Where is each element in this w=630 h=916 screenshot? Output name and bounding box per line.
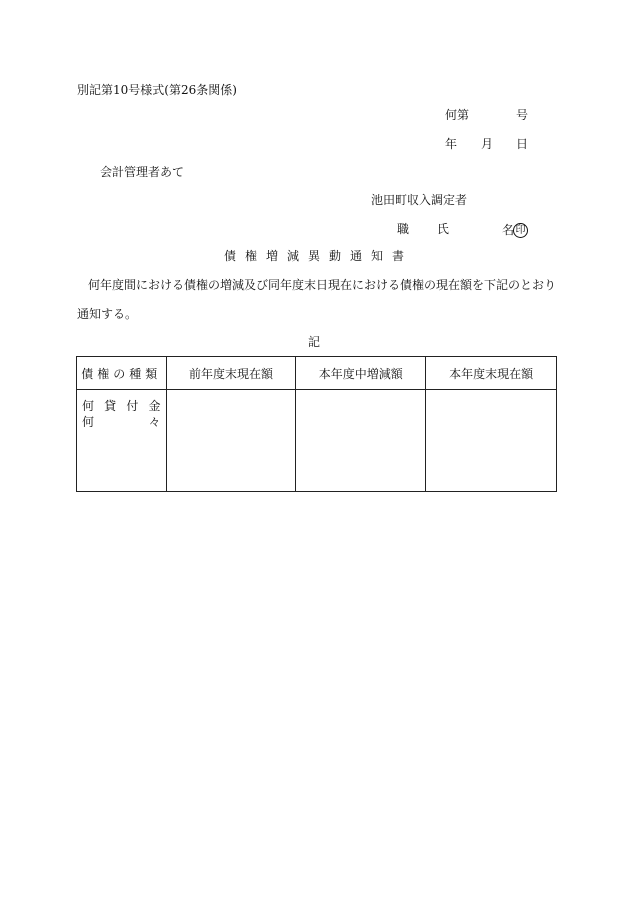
body-text-line-2: 通知する。 — [77, 307, 138, 321]
row-label-char: 貸 — [104, 399, 117, 413]
header-current-year-change: 本年度中増減額 — [296, 357, 426, 390]
current-year-end-amount-cell — [426, 390, 557, 492]
date-year-label: 年 — [445, 137, 458, 151]
sender-name-label: 名 — [502, 223, 515, 237]
table-header-row — [77, 357, 557, 390]
sender-title: 職 氏 — [397, 222, 461, 236]
header-debt-kind: 債権の種類 — [77, 357, 167, 390]
row-label-char: 何 — [82, 399, 95, 413]
header-previous-year-end-amount: 前年度末現在額 — [166, 357, 296, 390]
body-text-line-1: 何年度間における債権の増減及び同年度末日現在における債権の現在額を下記のとおり — [88, 278, 557, 292]
ki-label: 記 — [308, 335, 321, 349]
date-day-label: 日 — [516, 137, 529, 151]
sender-name — [502, 223, 528, 238]
debt-kind-cell — [77, 390, 167, 492]
seal-mark: 印 — [513, 223, 528, 238]
doc-number-label: 何第 — [445, 108, 470, 122]
row-label-char: 金 — [148, 399, 161, 413]
debt-change-table — [76, 356, 557, 492]
row-label-char: 付 — [126, 399, 139, 413]
previous-year-end-amount-cell — [166, 390, 296, 492]
addressee: 会計管理者あて — [100, 165, 185, 179]
doc-number-suffix: 号 — [516, 108, 529, 122]
document-title: 債権増減異動通知書 — [224, 249, 414, 263]
form-number: 別記第10号様式(第26条関係) — [77, 83, 237, 97]
table-row — [77, 390, 557, 492]
row-label-char: 々 — [148, 415, 161, 429]
row-label-char: 何 — [82, 415, 95, 429]
row-label-loan — [77, 398, 166, 414]
date-month-label: 月 — [481, 137, 494, 151]
header-current-year-end-amount: 本年度末現在額 — [426, 357, 557, 390]
sender-organization: 池田町収入調定者 — [371, 193, 468, 207]
row-label-etc — [77, 414, 166, 430]
current-year-change-cell — [296, 390, 426, 492]
